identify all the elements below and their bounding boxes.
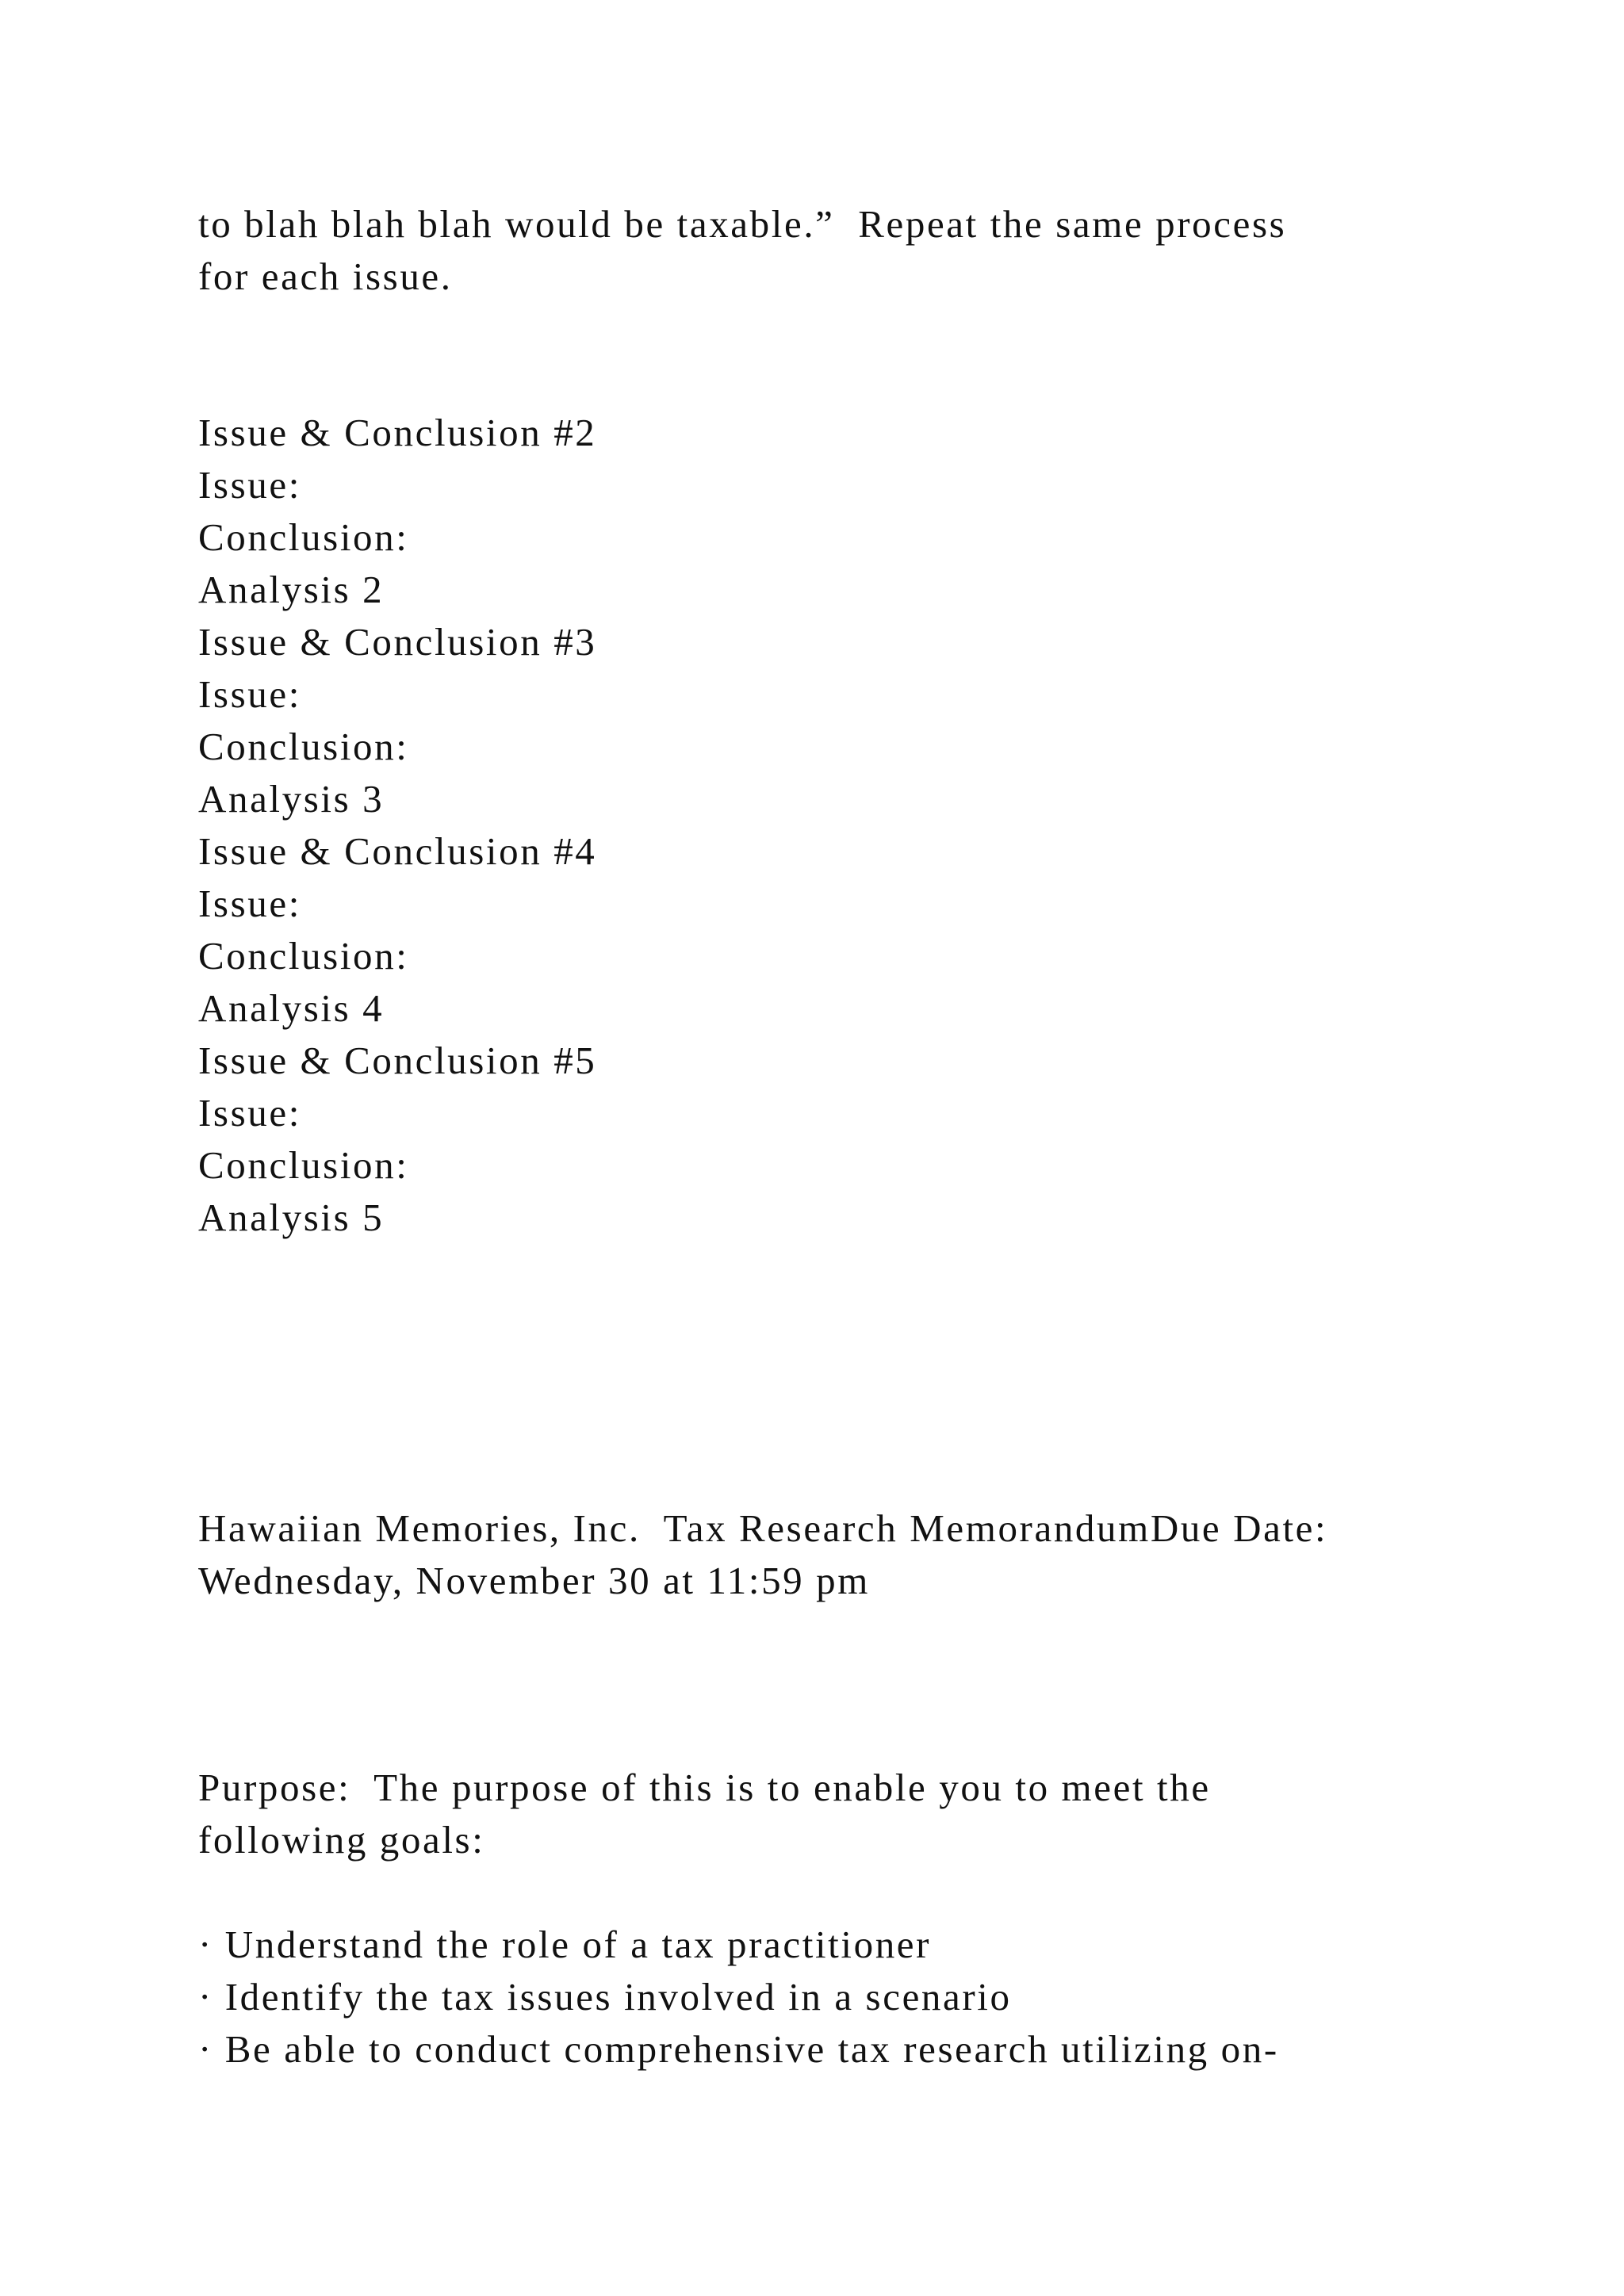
intro-text-line: to blah blah blah would be taxable.” Repeat the same process <box>198 202 1287 246</box>
purpose-text-line: Purpose: The purpose of this is to enable you to meet the <box>198 1766 1211 1809</box>
conclusion-label: Conclusion: <box>198 725 409 768</box>
issue-label: Issue: <box>198 1091 301 1135</box>
goal-list-item: · Understand the role of a tax practitioner <box>198 1923 932 1966</box>
analysis-label: Analysis 4 <box>198 986 385 1030</box>
section-heading: Issue & Conclusion #4 <box>198 829 597 873</box>
memo-due-date: Wednesday, November 30 at 11:59 pm <box>198 1559 870 1602</box>
section-heading: Issue & Conclusion #5 <box>198 1039 597 1082</box>
analysis-label: Analysis 2 <box>198 568 385 611</box>
memo-title: Hawaiian Memories, Inc. Tax Research MemorandumDue Date: <box>198 1506 1328 1550</box>
conclusion-label: Conclusion: <box>198 934 409 978</box>
issue-label: Issue: <box>198 672 301 716</box>
issue-label: Issue: <box>198 463 301 507</box>
issue-label: Issue: <box>198 882 301 925</box>
goal-list-item: · Identify the tax issues involved in a scenario <box>198 1975 1012 2019</box>
analysis-label: Analysis 5 <box>198 1196 385 1239</box>
conclusion-label: Conclusion: <box>198 1143 409 1187</box>
section-heading: Issue & Conclusion #2 <box>198 411 597 454</box>
purpose-text-line: following goals: <box>198 1818 485 1862</box>
intro-text-line: for each issue. <box>198 254 453 298</box>
goal-list-item: · Be able to conduct comprehensive tax research utilizing on- <box>198 2027 1279 2071</box>
section-heading: Issue & Conclusion #3 <box>198 620 597 664</box>
analysis-label: Analysis 3 <box>198 777 385 821</box>
conclusion-label: Conclusion: <box>198 515 409 559</box>
